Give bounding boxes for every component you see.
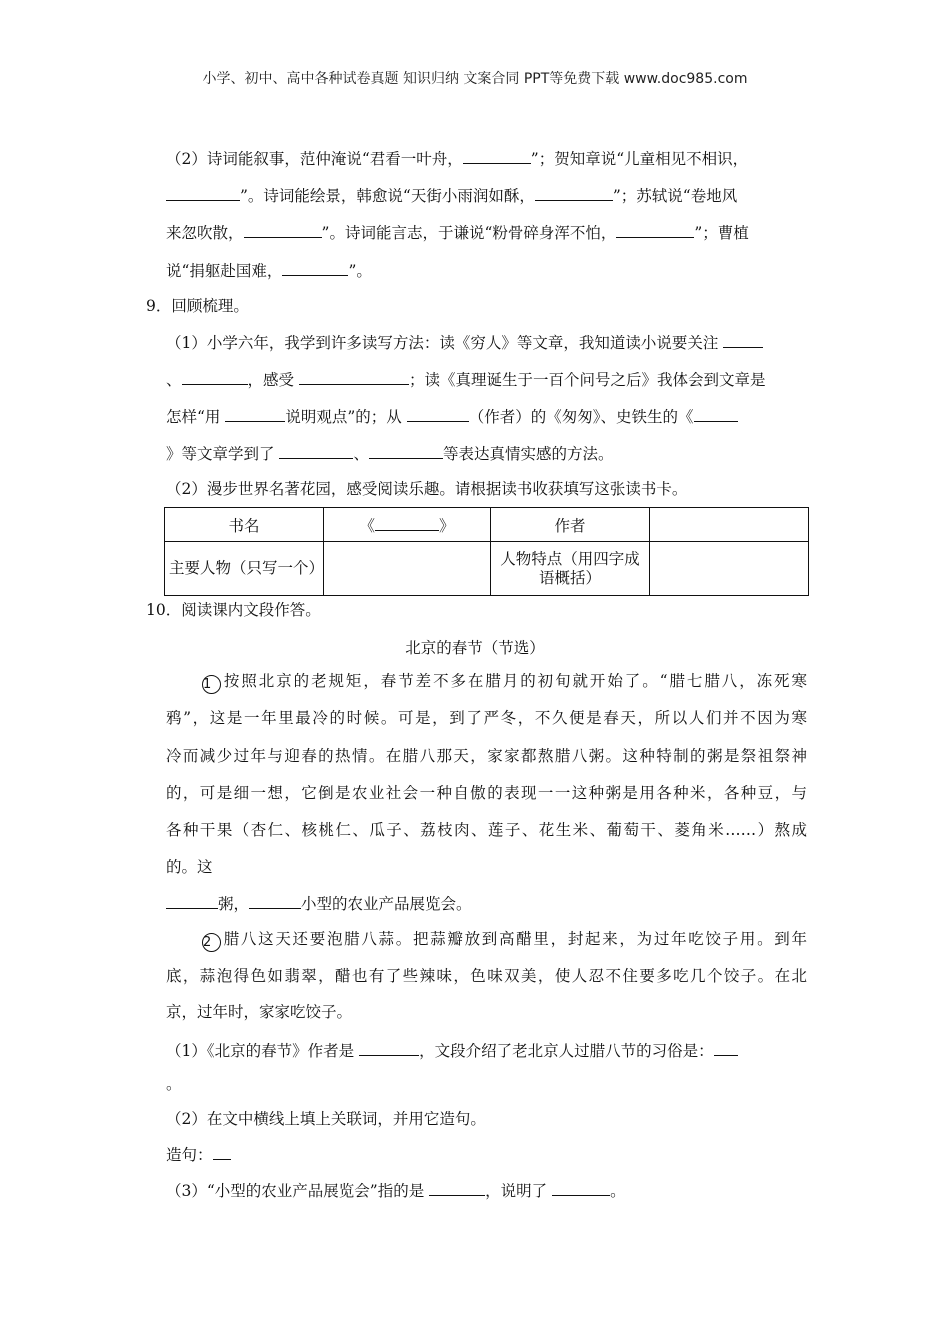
page-header: 小学、初中、高中各种试卷真题 知识归纳 文案合同 PPT等免费下载 www.doc985.com	[202, 71, 748, 87]
answer-blank[interactable]	[407, 406, 469, 422]
answer-blank[interactable]	[166, 185, 240, 201]
para2-line-2: 底，蒜泡得色如翡翠，醋也有了些辣味，色味双美，使人忍不住要多吃几个饺子。在北	[166, 967, 807, 985]
q8-line-1	[166, 148, 748, 169]
q9-p1-line-4	[166, 443, 613, 464]
character-cell[interactable]	[324, 542, 491, 596]
author-cell[interactable]	[650, 508, 809, 542]
q8-line-4	[166, 260, 372, 281]
answer-blank[interactable]	[369, 443, 443, 459]
answer-blank[interactable]	[616, 222, 694, 238]
para2-line-1	[202, 929, 807, 952]
text: 等表达真情实感的方法。	[442, 445, 614, 463]
answer-blank[interactable]	[166, 893, 218, 909]
answer-blank[interactable]	[282, 260, 348, 276]
answer-blank[interactable]	[182, 369, 248, 385]
text: ”。诗词能绘景，韩愈说“天街小雨润如酥，	[240, 187, 535, 205]
text: 、	[166, 371, 182, 389]
text: 造句：	[166, 1146, 213, 1164]
text: 来忽吹散，	[166, 224, 244, 242]
text: ，说明了	[485, 1182, 548, 1200]
answer-blank[interactable]	[429, 1180, 485, 1196]
q9-p1-line-1	[166, 332, 763, 353]
trait-label: 人物特点（用四字成语概括）	[491, 542, 650, 596]
text: （2）诗词能叙事，范仲淹说“君看一叶舟，	[166, 150, 463, 168]
text: ；读《真理诞生于一百个问号之后》我体会到文章是	[408, 371, 766, 389]
para2-line-3: 京，过年时，家家吃饺子。	[166, 1003, 353, 1021]
q9-p1-line-3	[166, 406, 738, 427]
answer-blank[interactable]	[694, 406, 738, 422]
answer-blank[interactable]	[225, 406, 285, 422]
text: 》	[439, 516, 455, 535]
para1-line-6: 的。这	[166, 858, 213, 876]
passage-title: 北京的春节（节选）	[405, 639, 545, 657]
answer-blank[interactable]	[723, 332, 763, 348]
answer-blank[interactable]	[714, 1040, 738, 1056]
book-name-cell[interactable]	[324, 508, 491, 542]
text: ”；贺知章说“儿童相见不相识，	[530, 150, 749, 168]
text: ”。	[348, 262, 372, 280]
para1-line-3: 冷而减少过年与迎春的热情。在腊八那天，家家都熬腊八粥。这种特制的粥是祭祖祭神	[166, 747, 807, 765]
reading-card	[164, 507, 809, 596]
para1-line-4: 的，可是细一想，它倒是农业社会一种自傲的表现一一这种粥是用各种米，各种豆，与	[166, 784, 807, 802]
text: 说明观点”的；从	[285, 408, 402, 426]
text: 粥，	[218, 895, 250, 913]
para1-line-7	[166, 893, 472, 914]
q8-line-3	[166, 222, 749, 243]
answer-blank[interactable]	[244, 222, 322, 238]
text: ，文段介绍了老北京人过腊八节的习俗是：	[419, 1042, 714, 1060]
para1-line-2: 鸦”，这是一年里最冷的时候。可是，到了严冬，不久便是春天，所以人们并不因为寒	[166, 709, 807, 727]
answer-blank[interactable]	[213, 1144, 231, 1160]
text: 说“捐躯赴国难，	[166, 262, 283, 280]
para1-line-1	[202, 671, 807, 694]
text: 怎样“用	[166, 408, 221, 426]
answer-blank[interactable]	[463, 148, 531, 164]
text: （1）《北京的春节》作者是	[166, 1042, 355, 1060]
text: （作者）的《匆匆》、史铁生的《	[468, 408, 694, 426]
text: ”；曹植	[694, 224, 749, 242]
text: 《	[359, 516, 375, 535]
answer-blank[interactable]	[279, 443, 353, 459]
paragraph-number: 2	[202, 933, 221, 952]
trait-cell[interactable]	[650, 542, 809, 596]
q10-sub2: （2）在文中横线上填上关联词，并用它造句。	[166, 1110, 486, 1128]
text: ”。诗词能言志，于谦说“粉骨碎身浑不怕，	[321, 224, 617, 242]
q9-title: 9．回顾梳理。	[146, 297, 249, 315]
q10-sub2-make	[166, 1144, 231, 1165]
para1-line-5: 各种干果（杏仁、核桃仁、瓜子、荔枝肉、莲子、花生米、葡萄干、菱角米……）熬成	[166, 821, 807, 839]
text: 、	[353, 445, 369, 463]
book-label: 书名	[165, 508, 324, 542]
text: （3）“小型的农业产品展览会”指的是	[166, 1182, 425, 1200]
q10-sub1-end: 。	[166, 1075, 182, 1093]
q10-sub3	[166, 1180, 626, 1201]
answer-blank[interactable]	[249, 893, 301, 909]
text: 小型的农业产品展览会。	[301, 895, 472, 913]
q10-sub1	[166, 1040, 738, 1061]
text: 。	[610, 1182, 626, 1200]
text: 》等文章学到了	[166, 445, 275, 463]
author-label: 作者	[491, 508, 650, 542]
answer-blank[interactable]	[299, 369, 409, 385]
answer-blank[interactable]	[375, 515, 439, 531]
character-label: 主要人物（只写一个）	[165, 542, 324, 596]
text: 按照北京的老规矩，春节差不多在腊月的初旬就开始了。“腊七腊八，冻死寒	[222, 672, 807, 690]
answer-blank[interactable]	[359, 1040, 419, 1056]
q9-p1-line-2	[166, 369, 765, 390]
q10-title: 10．阅读课内文段作答。	[146, 601, 321, 619]
answer-blank[interactable]	[535, 185, 613, 201]
text: ”；苏轼说“卷地风	[612, 187, 738, 205]
answer-blank[interactable]	[552, 1180, 610, 1196]
text: （1）小学六年，我学到许多读写方法：读《穷人》等文章，我知道读小说要关注	[166, 334, 719, 352]
paragraph-number: 1	[202, 675, 221, 694]
q9-p2: （2）漫步世界名著花园，感受阅读乐趣。请根据读书收获填写这张读书卡。	[166, 480, 688, 498]
text: ，感受	[247, 371, 295, 389]
text: 腊八这天还要泡腊八蒜。把蒜瓣放到高醋里，封起来，为过年吃饺子用。到年	[222, 930, 807, 948]
q8-line-2	[166, 185, 737, 206]
